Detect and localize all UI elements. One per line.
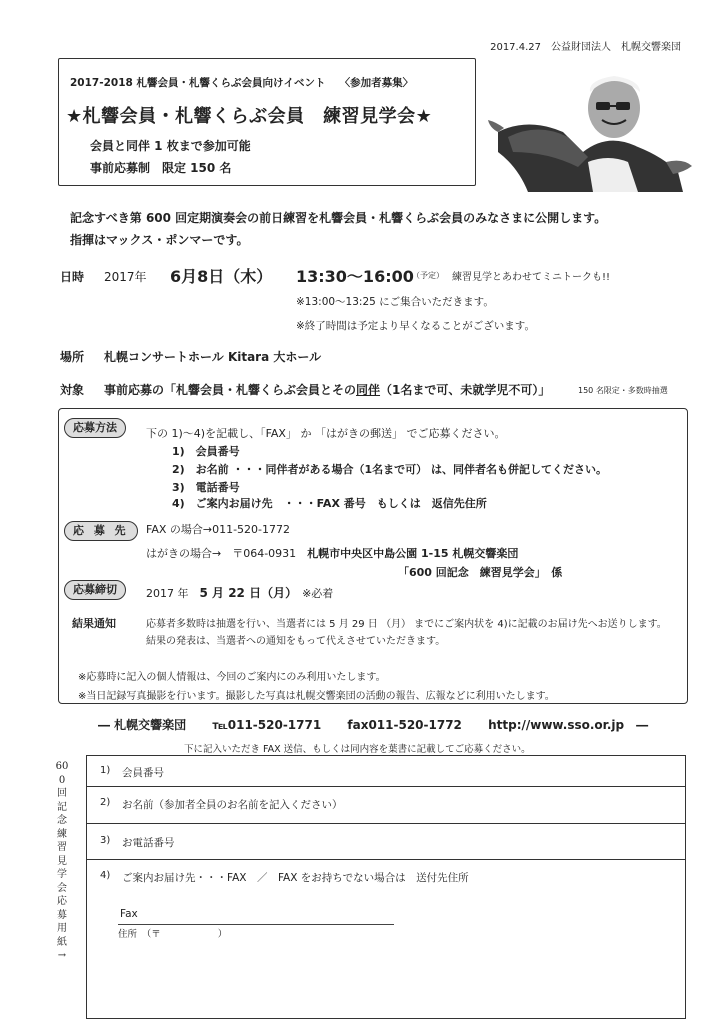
form-row-divider (86, 823, 686, 824)
event-subtitle: 2017-2018 札響会員・札響くらぶ会員向けイベント 〈参加者募集〉 (70, 77, 414, 89)
address-field-label[interactable]: 住所 （〒 ） (118, 929, 228, 940)
deadline-date: 5 月 22 日（月） (199, 586, 292, 600)
gathering-note: ※13:00～13:25 にご集合いただきます。 (296, 296, 494, 308)
footer-tel: ℡011-520-1771 (212, 718, 322, 732)
mini-talk-note: 練習見学とあわせてミニトークも!! (452, 272, 611, 283)
target-label: 対象 (60, 383, 85, 397)
form-vertical-label: 600回記念 練習見学会応募用紙→ (55, 761, 77, 961)
target-value-companion: 同伴 (356, 383, 381, 397)
target-value-pre: 事前応募の「札響会員・札響くらぶ会員とその (104, 383, 357, 397)
fax-field-label[interactable]: Fax (120, 908, 138, 920)
datetime-day: 6月8日（木） (170, 267, 273, 286)
photo-note: ※当日記録写真撮影を行います。撮影した写真は札幌交響楽団の活動の報告、広報などに利用いたします。 (78, 691, 555, 702)
mail-address: 札幌市中央区中島公園 1-15 札幌交響楽団 (307, 547, 519, 560)
form-row-num: 4) (100, 870, 111, 881)
form-row-num: 3) (100, 835, 111, 846)
form-row-num: 1) (100, 765, 111, 776)
phone-field[interactable]: お電話番号 (122, 837, 175, 849)
end-time-note: ※終了時間は予定より早くなることがございます。 (296, 320, 535, 332)
target-value (104, 381, 550, 398)
deadline-note: ※必着 (291, 587, 334, 600)
mail-attention: 「600 回記念 練習見学会」 係 (398, 566, 563, 579)
apply-item: 2) お名前 ・・・同伴者がある場合（1名まで可） は、同伴者名も併記してください。 (172, 463, 607, 476)
member-number-field[interactable]: 会員番号 (122, 767, 164, 779)
application-form (86, 755, 686, 1019)
mail-destination (146, 545, 518, 561)
deadline-label: 応募締切 (64, 580, 126, 600)
venue-value: 札幌コンサートホール Kitara 大ホール (104, 350, 322, 364)
companion-info: 会員と同伴 1 枚まで参加可能 (90, 139, 251, 153)
fax-destination: FAX の場合→011-520-1772 (146, 523, 291, 536)
deadline-year: 2017 年 (146, 587, 200, 600)
document-date-org: 2017.4.27 公益財団法人 札幌交響楽団 (490, 42, 681, 53)
result-line-2: 結果の発表は、当選者への通知をもって代えさせていただきます。 (146, 636, 446, 647)
intro-line-2: 指揮はマックス・ポンマーです。 (70, 233, 249, 247)
form-row-num: 2) (100, 797, 111, 808)
datetime-time: 13:30～16:00 (296, 267, 414, 286)
datetime-tentative: （予定） (412, 271, 444, 280)
footer-contact (98, 716, 670, 733)
target-value-post: （1名まで可、未就学児不可）」 (380, 383, 551, 397)
form-row-divider (86, 786, 686, 787)
event-title: ★札響会員・札響くらぶ会員 練習見学会★ (66, 106, 433, 127)
intro-line-1: 記念すべき第 600 回定期演奏会の前日練習を札響会員・札響くらぶ会員のみなさまに公開します。 (70, 211, 607, 225)
privacy-note: ※応募時に記入の個人情報は、今回のご案内にのみ利用いたします。 (78, 672, 386, 683)
destination-label: 応 募 先 (64, 521, 138, 541)
target-note: 150 名限定・多数時抽選 (578, 386, 668, 395)
method-intro: 下の 1)～4)を記載し、「FAX」 か 「はがきの郵送」 でご応募ください。 (146, 427, 506, 440)
apply-item: 4) ご案内お届け先 ・・・FAX 番号 もしくは 返信先住所 (172, 497, 487, 510)
datetime-year: 2017年 (104, 270, 147, 284)
apply-item: 3) 電話番号 (172, 481, 240, 494)
form-instruction: 下に記入いただき FAX 送信、もしくは同内容を葉書に記載してご応募ください。 (184, 744, 531, 755)
apply-item: 1) 会員番号 (172, 445, 240, 458)
name-field[interactable]: お名前（参加者全員のお名前を記入ください） (122, 799, 343, 811)
delivery-field[interactable]: ご案内お届け先・・・FAX ／ FAX をお持ちでない場合は 送付先住所 (122, 872, 469, 884)
datetime-label: 日時 (60, 270, 85, 284)
method-label: 応募方法 (64, 418, 126, 438)
venue-label: 場所 (60, 350, 85, 364)
form-row-divider (86, 859, 686, 860)
deadline-value (146, 584, 333, 601)
mail-postal: はがきの場合→ 〒064-0931 (146, 547, 308, 560)
footer-url[interactable]: http://www.sso.or.jp ― (488, 718, 649, 732)
footer-fax: fax011-520-1772 (347, 718, 462, 732)
capacity-info: 事前応募制 限定 150 名 (90, 161, 232, 175)
footer-org: ― 札幌交響楽団 (98, 718, 187, 732)
fax-underline (118, 924, 394, 925)
result-line-1: 応募者多数時は抽選を行い、当選者には 5 月 29 日 （月） までにご案内状を 4)に記載のお届け先へお送りします。 (146, 619, 667, 630)
conductor-photo (488, 62, 693, 192)
result-label: 結果通知 (72, 617, 116, 630)
